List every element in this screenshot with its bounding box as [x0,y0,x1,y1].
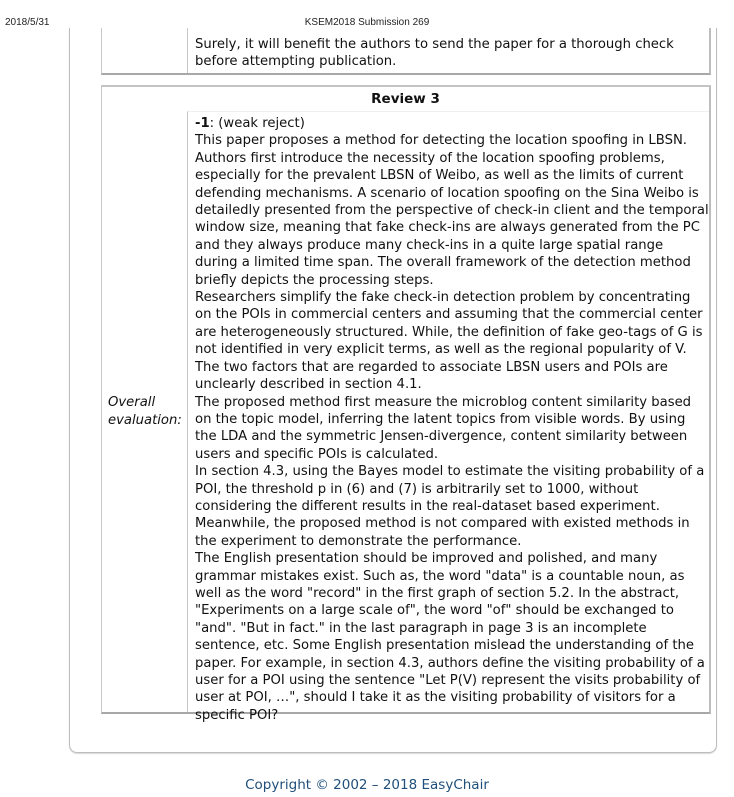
overall-evaluation-value [187,111,709,723]
previous-review-line: before attempting publication. [195,54,397,70]
previous-review-label-cell [102,28,187,73]
score-text: : (weak reject) [209,116,305,131]
review-paragraph: Meanwhile, the proposed method is not compared with existed methods in the experiment to demonstrate the performance. [195,516,690,549]
overall-evaluation-label [108,394,182,430]
review-paragraph: The English presentation should be improved and polished, and many grammar mistakes exist. Such as, the word "data" is a countable noun, as well as the word "record" in the first graph of section 5.2. In the abstract, "Experiments on a large scale of", the word "of" should be exchanged to "and". "But in fact." in the last paragraph in page 3 is an incomplete sentence, etc. Some English presentation mislead the understanding of the paper. For example, in section 4.3, authors define the visiting probability of a user for a POI using the sentence "Let P(V) represent the visits probability of user at POI, …", should I take it as the visiting probability of visitors for a specific POI? [195,551,705,723]
score-line [195,115,709,132]
score-value: -1 [195,116,210,131]
print-date: 2018/5/31 [5,17,50,28]
overall-evaluation-label-line: Overall [108,395,156,410]
review-paragraph: In section 4.3, using the Bayes model to estimate the visiting probability of a POI, the threshold p in (6) and (7) is arbitrarily set to 1000, without considering the different results in the real-dataset based experiment. [195,464,705,514]
review-title: Review 3 [371,91,440,107]
review-paragraph: The proposed method first measure the microblog content similarity based on the topic model, inferring the latent topics from visible words. By using the LDA and the symmetric Jensen-divergence, content similarity between users and specific POIs is calculated. [195,394,692,462]
overall-evaluation-label-line: evaluation: [108,413,182,428]
print-title: KSEM2018 Submission 269 [304,17,430,28]
previous-review-line: Surely, it will benefit the authors to send the paper for a thorough check [195,37,674,52]
review-paragraph: This paper proposes a method for detecting the location spoofing in LBSN. Authors first introduce the necessity of the location spoofing problems, especially for the prevalent LBSN of Weibo, as well as the limits of current defending mechanisms. A scenario of location spoofing on the Sina Weibo is detailedly presented from the perspective of check-in client and the temporal window size, meaning that fake check-ins are always generated from the PC and they always produce many check-ins in a quite large spatial range during a limited time span. The overall framework of the detection method briefly depicts the processing steps. [195,133,709,288]
review-3-table [101,85,711,723]
print-header [0,15,734,29]
copyright-footer: Copyright © 2002 – 2018 EasyChair [245,777,489,793]
previous-review-table [101,28,711,75]
review-paragraph: Researchers simplify the fake check-in detection problem by concentrating on the POIs in commercial centers and assuming that the commercial center are heterogeneously structured. While, the definition of fake geo-tags of G is not identified in very explicit terms, as well as the regional popularity of V. The two factors that are regarded to associate LBSN users and POIs are unclearly described in section 4.1. [195,290,703,393]
previous-review-value-cell [187,28,709,73]
